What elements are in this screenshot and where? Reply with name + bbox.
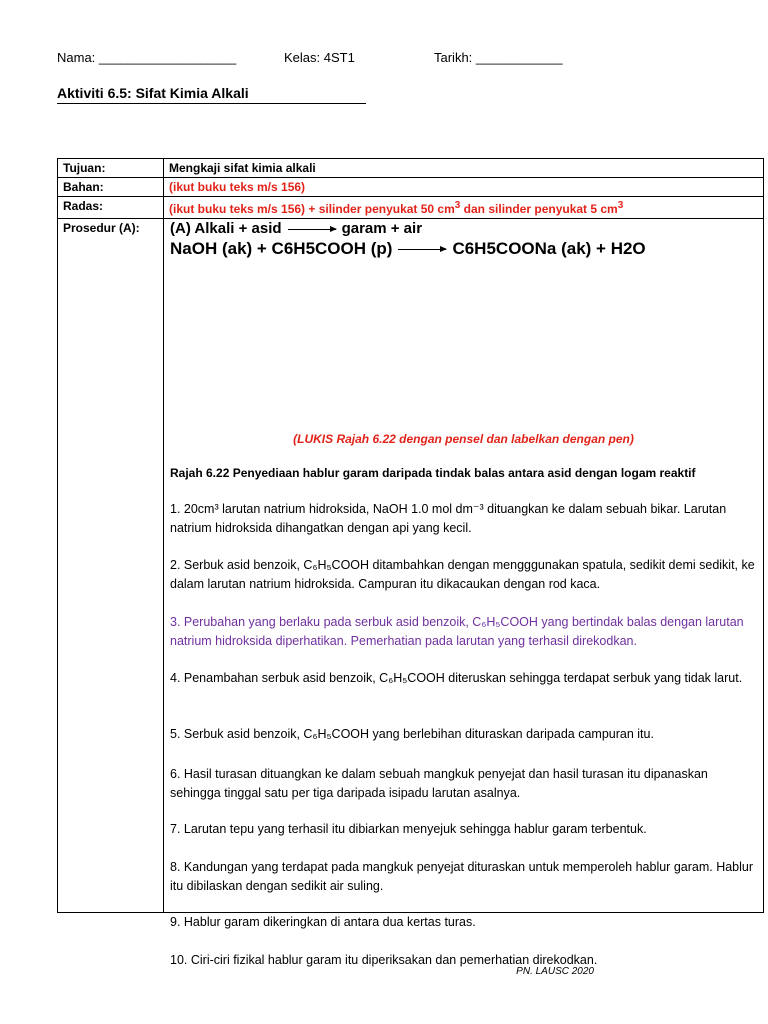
procedure-step: 9. Hablur garam dikeringkan di antara dua kertas turas. (170, 915, 476, 929)
procedure-step: 4. Penambahan serbuk asid benzoik, C₆H₅COOH diteruskan sehingga terdapat serbuk yang tidak larut. (170, 671, 743, 685)
radas-value (164, 197, 764, 219)
radas-sup2: 3 (617, 200, 624, 211)
reaction-heading-right: garam + air (341, 220, 423, 237)
prosedur-label: Prosedur (A): (58, 219, 164, 913)
name-field-label: Nama: ___________________ (57, 50, 237, 65)
figure-caption: Rajah 6.22 Penyediaan hablur garam daripada tindak balas antara asid dengan logam reaktif (170, 466, 696, 480)
equation-right: C6H5COONa (ak) + H2O (452, 239, 646, 258)
equation-left: NaOH (ak) + C6H5COOH (p) (170, 239, 393, 258)
procedure-step: 3. Perubahan yang berlaku pada serbuk asid benzoik, C₆H₅COOH yang bertindak balas dengan larutan natrium hidroksida diperhatikan. Pemerhatian pada larutan yang terhasil direkodkan. (170, 615, 744, 648)
draw-instruction: (LUKIS Rajah 6.22 dengan pensel dan labelkan dengan pen) (293, 432, 634, 446)
arrow-icon (288, 229, 336, 230)
activity-title: Aktiviti 6.5: Sifat Kimia Alkali (57, 85, 249, 101)
reaction-heading-left: (A) Alkali + asid (170, 220, 282, 237)
title-underline (57, 103, 366, 104)
bahan-value: (ikut buku teks m/s 156) (164, 178, 764, 197)
date-field-label: Tarikh: ____________ (434, 50, 563, 65)
radas-value-b: dan silinder penyukat 5 cm (460, 202, 618, 216)
procedure-step: 6. Hasil turasan dituangkan ke dalam sebuah mangkuk penyejat dan hasil turasan itu dipanaskan sehingga tinggal satu per tiga daripada isipadu larutan asalnya. (170, 767, 708, 800)
chemical-equation (170, 241, 646, 257)
row-tujuan (58, 159, 764, 178)
arrow-icon (398, 249, 446, 250)
reaction-heading (170, 221, 422, 237)
row-radas (58, 197, 764, 219)
procedure-step: 2. Serbuk asid benzoik, C₆H₅COOH ditambahkan dengan mengggunakan spatula, sedikit demi sedikit, ke dalam larutan natrium hidroksida. Campuran itu dikacaukan dengan rod kaca. (170, 558, 755, 591)
tujuan-value: Mengkaji sifat kimia alkali (164, 159, 764, 178)
procedure-step: 8. Kandungan yang terdapat pada mangkuk penyejat dituraskan untuk memperoleh hablur garam. Hablur itu dibilaskan dengan sedikit air suling. (170, 860, 754, 893)
footer-credit: PN. LAUSC 2020 (516, 966, 594, 977)
row-bahan (58, 178, 764, 197)
procedure-cell (164, 219, 764, 967)
procedure-step: 7. Larutan tepu yang terhasil itu dibiarkan menyejuk sehingga hablur garam terbentuk. (170, 822, 647, 836)
class-label: Kelas: 4ST1 (284, 50, 355, 65)
procedure-step: 10. Ciri-ciri fizikal hablur garam itu diperiksakan dan pemerhatian direkodkan. (170, 953, 598, 967)
activity-table (57, 158, 764, 967)
radas-sup: 3 (454, 200, 461, 211)
radas-label: Radas: (58, 197, 164, 219)
bahan-label: Bahan: (58, 178, 164, 197)
radas-value-a: (ikut buku teks m/s 156) + silinder penyukat 50 cm (169, 202, 455, 216)
procedure-step: 1. 20cm³ larutan natrium hidroksida, NaOH 1.0 mol dm⁻³ dituangkan ke dalam sebuah bikar. Larutan natrium hidroksida dihangatkan dengan api yang kecil. (170, 502, 727, 535)
tujuan-label: Tujuan: (58, 159, 164, 178)
procedure-step: 5. Serbuk asid benzoik, C₆H₅COOH yang berlebihan dituraskan daripada campuran itu. (170, 727, 654, 741)
row-prosedur (58, 219, 764, 913)
